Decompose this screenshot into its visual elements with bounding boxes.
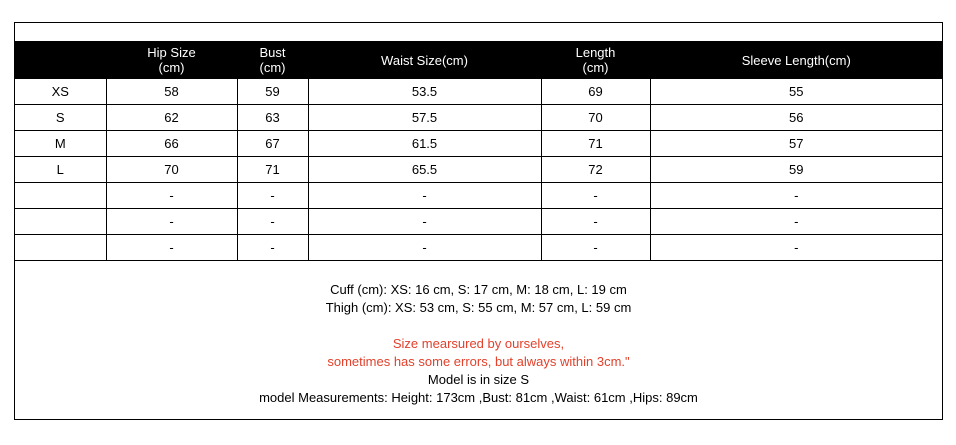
size-chart-frame [14, 22, 943, 420]
table-cell: - [237, 235, 308, 261]
table-cell: 67 [237, 131, 308, 157]
table-row [15, 183, 942, 209]
model-measurements: model Measurements: Height: 173cm ,Bust: 81cm ,Waist: 61cm ,Hips: 89cm [259, 390, 698, 405]
header-length: Length (cm) [541, 42, 650, 79]
table-header-row [15, 42, 942, 79]
header-hip-size: Hip Size (cm) [106, 42, 237, 79]
table-cell: - [541, 209, 650, 235]
table-row [15, 209, 942, 235]
table-cell: 70 [541, 105, 650, 131]
table-cell: 65.5 [308, 157, 541, 183]
table-cell: 57.5 [308, 105, 541, 131]
table-cell: - [308, 183, 541, 209]
header-bust: Bust (cm) [237, 42, 308, 79]
table-cell: - [650, 235, 942, 261]
table-cell: - [106, 209, 237, 235]
table-cell: 71 [237, 157, 308, 183]
size-label-cell [15, 183, 106, 209]
table-cell: - [308, 235, 541, 261]
table-row [15, 235, 942, 261]
table-cell: 72 [541, 157, 650, 183]
size-label-cell [15, 235, 106, 261]
table-cell: - [308, 209, 541, 235]
table-cell: 70 [106, 157, 237, 183]
thigh-measurements: Thigh (cm): XS: 53 cm, S: 55 cm, M: 57 cm, L: 59 cm [325, 300, 632, 315]
size-label-cell [15, 209, 106, 235]
size-label-cell: M [15, 131, 106, 157]
table-cell: 61.5 [308, 131, 541, 157]
table-row [15, 131, 942, 157]
spacer [15, 317, 942, 335]
table-cell: - [106, 235, 237, 261]
table-cell: - [650, 209, 942, 235]
table-cell: 59 [237, 79, 308, 105]
table-row [15, 79, 942, 105]
table-row [15, 105, 942, 131]
header-sleeve-length: Sleeve Length(cm) [650, 42, 942, 79]
table-cell: 63 [237, 105, 308, 131]
table-cell: - [237, 183, 308, 209]
table-cell: - [541, 183, 650, 209]
size-label-cell: S [15, 105, 106, 131]
size-label-cell: XS [15, 79, 106, 105]
table-cell: 55 [650, 79, 942, 105]
model-size: Model is in size S [427, 372, 530, 387]
size-notes [15, 281, 942, 407]
table-cell: 58 [106, 79, 237, 105]
table-cell: - [237, 209, 308, 235]
table-cell: 57 [650, 131, 942, 157]
table-cell: - [650, 183, 942, 209]
table-row [15, 157, 942, 183]
table-cell: 66 [106, 131, 237, 157]
table-cell: 59 [650, 157, 942, 183]
table-cell: 62 [106, 105, 237, 131]
size-label-cell: L [15, 157, 106, 183]
disclaimer-line-1: Size mearsured by ourselves, [392, 336, 565, 351]
disclaimer-line-2: sometimes has some errors, but always within 3cm." [327, 354, 630, 369]
table-cell: 53.5 [308, 79, 541, 105]
header-waist-size: Waist Size(cm) [308, 42, 541, 79]
header-size [15, 42, 106, 79]
table-cell: 71 [541, 131, 650, 157]
table-cell: - [541, 235, 650, 261]
table-cell: 56 [650, 105, 942, 131]
table-cell: 69 [541, 79, 650, 105]
cuff-measurements: Cuff (cm): XS: 16 cm, S: 17 cm, M: 18 cm, L: 19 cm [330, 282, 627, 297]
size-table [15, 41, 942, 261]
table-cell: - [106, 183, 237, 209]
